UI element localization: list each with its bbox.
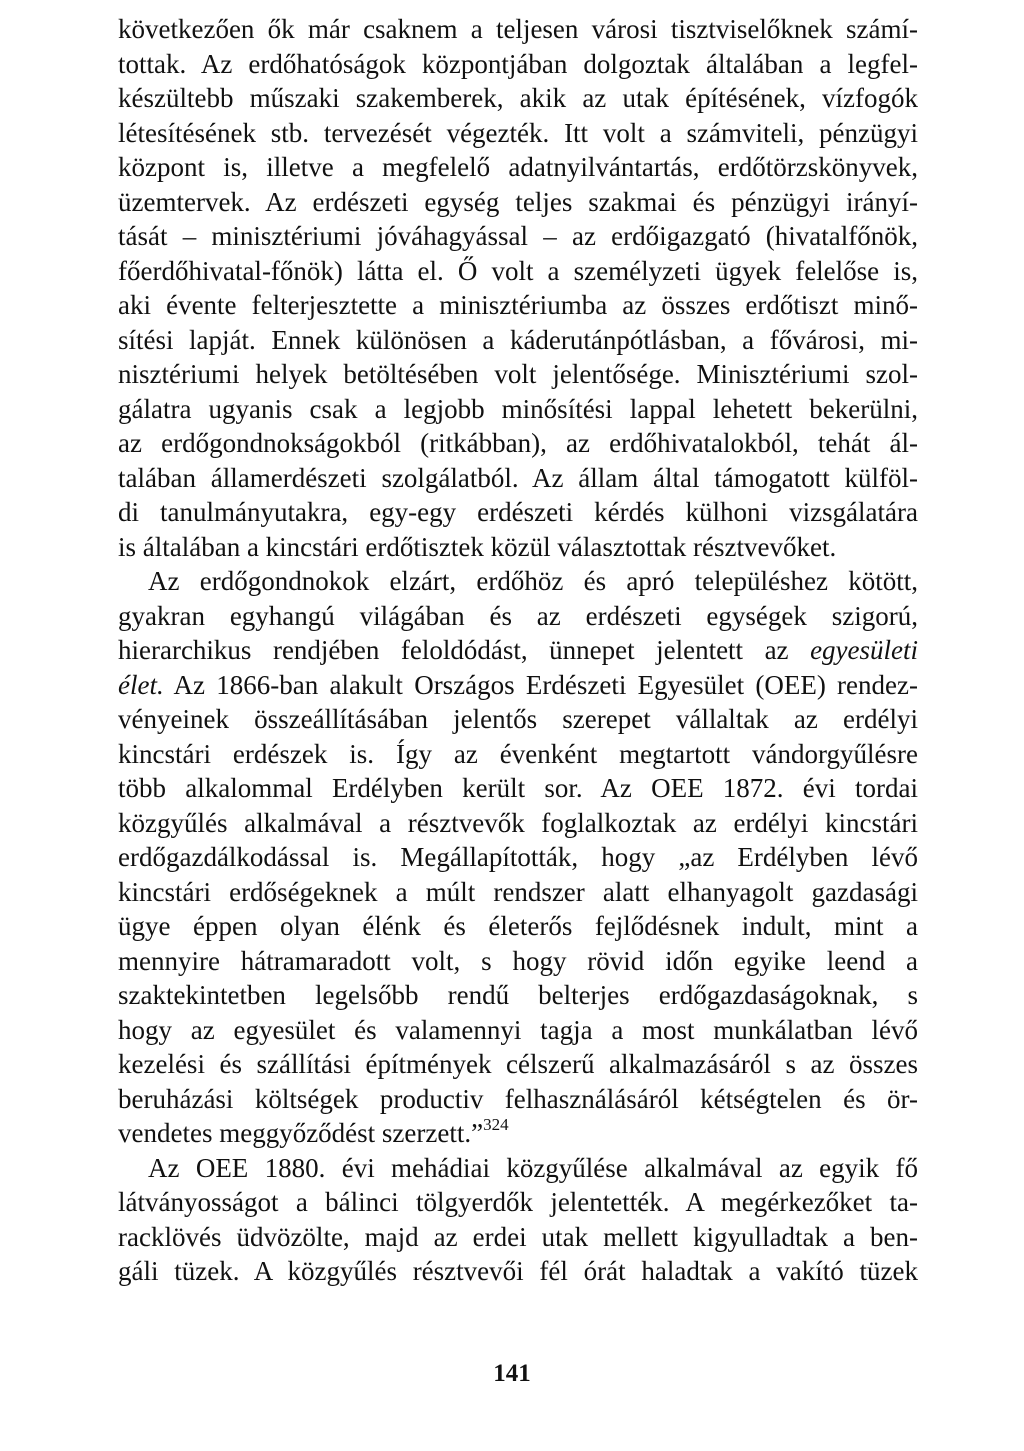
italic-term: élet. [118,669,164,700]
text-line: Az erdőgondnokok elzárt, erdőhöz és apró településhez kötött, [148,566,918,596]
text-line: következően ők már csaknem a teljesen városi tisztviselőknek számí- [118,14,918,44]
footnote-reference[interactable]: 324 [483,1115,509,1134]
text-line [118,668,918,703]
text-line: üzemtervek. Az erdészeti egység teljes szakmai és pénzügyi irányí- [118,186,918,217]
text-line: gyakran egyhangú világában és az erdészeti egységek szigorú, [118,600,918,631]
text-line: hogy az egyesület és valamennyi tagja a most munkálatban lévő [118,1014,918,1045]
text-line: szaktekintetben legelsőbb rendű belterjes erdőgazdaságoknak, s [118,980,918,1010]
text-line [118,1116,918,1151]
text-line: aki évente felterjesztette a minisztériumba az összes erdőtiszt minő- [118,290,918,320]
text-line: látványosságot a bálinci tölgyerdők jelentették. A megérkezőket ta- [118,1187,918,1217]
text-line [118,633,918,668]
text-line: racklövés üdvözölte, majd az erdei utak mellett kigyulladtak a ben- [118,1221,918,1252]
paragraph-2 [118,564,918,1151]
italic-term: egyesületi [810,635,919,665]
text-line: közgyűlés alkalmával a résztvevők foglalkoztak az erdélyi kincstári [118,807,918,838]
text-line: kezelési és szállítási építmények célszerű alkalmazásáról s az összes [118,1049,918,1079]
line-text: hierarchikus rendjében feloldódást, ünnepet jelentett az [118,635,789,665]
text-line: nisztériumi helyek betöltésében volt jelentősége. Minisztériumi szol- [118,359,918,389]
line-text: vendetes meggyőződést szerzett.” [118,1118,484,1148]
document-body [118,12,918,1289]
text-line: több alkalommal Erdélyben került sor. Az OEE 1872. évi tordai [118,773,918,803]
text-line: főerdőhivatal-főnök) látta el. Ő volt a személyzeti ügyek felelőse is, [118,255,918,286]
text-line: az erdőgondnokságokból (ritkábban), az erdőhivatalokból, tehát ál- [118,428,918,458]
text-line: kincstári erdészek is. Így az évenként megtartott vándorgyűlésre [118,738,918,769]
text-line: erdőgazdálkodással is. Megállapították, hogy „az Erdélyben lévő [118,842,918,872]
text-line: létesítésének stb. tervezését végezték. Itt volt a számviteli, pénzügyi [118,117,918,148]
text-line: di tanulmányutakra, egy-egy erdészeti kérdés külhoni vizsgálatára [118,497,918,527]
text-line: Az OEE 1880. évi mehádiai közgyűlése alkalmával az egyik fő [148,1152,918,1183]
text-line: készültebb műszaki szakemberek, akik az utak építésének, vízfogók [118,83,918,113]
text-line: tását – minisztériumi jóváhagyással – az erdőigazgató (hivatalfőnök, [118,221,918,251]
text-line: vényeinek összeállításában jelentős szerepet vállaltak az erdélyi [118,704,918,734]
text-line: mennyire hátramaradott volt, s hogy rövid időn egyike leend a [118,945,918,976]
text-line: talában államerdészeti szolgálatból. Az állam által támogatott külföl- [118,462,918,493]
text-line: gálatra ugyanis csak a legjobb minősítési lappal lehetett bekerülni, [118,393,918,424]
text-line: beruházási költségek productiv felhasználásáról kétségtelen és ör- [118,1083,918,1114]
line-text: Az 1866-ban alakult Országos Erdészeti Egyesület (OEE) rendez- [163,669,918,700]
text-line: is általában a kincstári erdőtisztek közül választottak résztvevőket. [118,531,837,562]
text-line: gáli tüzek. A közgyűlés résztvevői fél órát haladtak a vakító tüzek [118,1256,918,1286]
text-line: központ is, illetve a megfelelő adatnyilvántartás, erdőtörzskönyvek, [118,152,918,182]
paragraph-3 [118,1151,918,1289]
paragraph-1 [118,12,918,564]
page-number: 141 [493,1360,531,1387]
text-line: ügye éppen olyan élénk és életerős fejlődésnek indult, mint a [118,911,918,941]
text-line: tottak. Az erdőhatóságok központjában dolgoztak általában a legfel- [118,48,918,79]
text-line: sítési lapját. Ennek különösen a káderutánpótlásban, a fővárosi, mi- [118,324,918,355]
text-line: kincstári erdőségeknek a múlt rendszer alatt elhanyagolt gazdasági [118,876,918,907]
